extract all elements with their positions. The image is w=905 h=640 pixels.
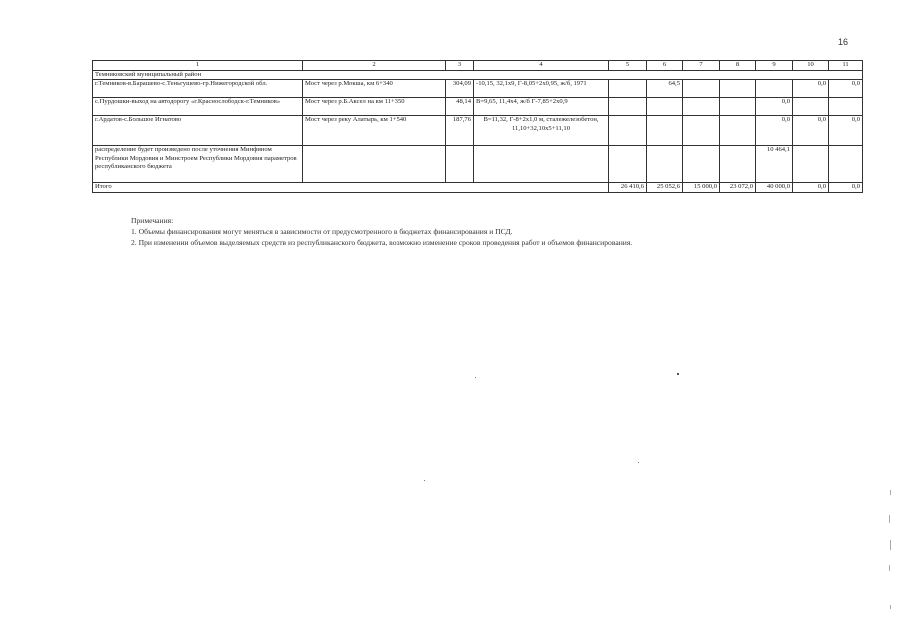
value-cell <box>647 116 683 146</box>
value-cell <box>647 98 683 116</box>
spec-cell: -10,15, 32,1х9, Г-8,05+2х0,95, ж/б, 1971 <box>474 80 609 98</box>
value-cell <box>683 98 720 116</box>
scan-speck <box>889 565 890 571</box>
length-cell <box>446 146 474 183</box>
column-number: 5 <box>609 61 647 71</box>
value-cell: 0,0 <box>756 98 793 116</box>
section-row <box>93 71 863 80</box>
value-cell <box>609 146 647 183</box>
value-cell: 0,0 <box>756 116 793 146</box>
column-number: 8 <box>720 61 756 71</box>
value-cell <box>793 98 829 116</box>
value-cell <box>720 98 756 116</box>
value-cell <box>720 116 756 146</box>
location-cell: с.Пурдошки-выход на автодорогу «г.Краснослободск-г.Темников» <box>93 98 303 116</box>
value-cell <box>829 146 863 183</box>
total-cell: 23 072,0 <box>720 183 756 192</box>
table-row <box>93 80 863 98</box>
value-cell <box>609 98 647 116</box>
column-number: 2 <box>303 61 446 71</box>
table-row <box>93 116 863 146</box>
total-cell: 25 052,6 <box>647 183 683 192</box>
value-cell: 0,0 <box>793 116 829 146</box>
column-number: 7 <box>683 61 720 71</box>
value-cell: 0,0 <box>829 116 863 146</box>
value-cell: 0,0 <box>793 80 829 98</box>
value-cell <box>647 146 683 183</box>
column-number: 1 <box>93 61 303 71</box>
total-cell: 15 000,0 <box>683 183 720 192</box>
length-cell: 187,76 <box>446 116 474 146</box>
value-cell <box>720 146 756 183</box>
notes-title: Примечания: <box>131 216 174 225</box>
notes-block <box>131 215 632 248</box>
column-number: 6 <box>647 61 683 71</box>
column-number: 3 <box>446 61 474 71</box>
section-title: Темниковский муниципальный район <box>93 71 863 80</box>
scan-speck <box>424 480 425 481</box>
scan-speck <box>890 540 891 550</box>
value-cell <box>793 146 829 183</box>
length-cell: 48,14 <box>446 98 474 116</box>
value-cell <box>683 80 720 98</box>
value-cell <box>720 80 756 98</box>
object-cell: Мост через р.Б.Аксел на км 11+350 <box>303 98 446 116</box>
note-item: 2. При изменении объемов выделяемых средств из республиканского бюджета, возможно изменение сроков проведения работ и объемов финансирования. <box>131 238 633 247</box>
column-number: 9 <box>756 61 793 71</box>
location-cell: г.Ардатов-с.Большое Игнатово <box>93 116 303 146</box>
page-number: 16 <box>838 37 849 47</box>
value-cell <box>683 146 720 183</box>
length-cell: 304,09 <box>446 80 474 98</box>
column-number: 10 <box>793 61 829 71</box>
spec-cell <box>474 146 609 183</box>
financing-table <box>92 60 863 193</box>
value-cell <box>756 80 793 98</box>
note-item: 1. Объемы финансирования могут меняться в зависимости от предусмотренного в бюджетах финансирования и ПСД. <box>131 227 513 236</box>
object-cell: Мост через реку Алатырь, км 1+540 <box>303 116 446 146</box>
scan-speck <box>889 515 890 523</box>
scan-speck <box>890 605 891 609</box>
scan-speck <box>475 377 476 378</box>
table-row <box>93 98 863 116</box>
column-number: 11 <box>829 61 863 71</box>
table-row <box>93 146 863 183</box>
spec-cell: В=9,65, 11,4х4, ж/б Г-7,85+2х0,9 <box>474 98 609 116</box>
value-cell: 10 464,1 <box>756 146 793 183</box>
value-cell <box>829 98 863 116</box>
location-cell: г.Темников-в.Барашево-с.Теньгушево-гр.Нижегородской обл. <box>93 80 303 98</box>
column-number-row <box>93 61 863 71</box>
scan-speck <box>677 373 679 375</box>
total-label: Итого <box>93 183 609 192</box>
value-cell: 0,0 <box>829 80 863 98</box>
value-cell <box>609 80 647 98</box>
object-cell <box>303 146 446 183</box>
total-cell: 40 000,0 <box>756 183 793 192</box>
scan-speck <box>638 462 639 463</box>
total-cell: 0,0 <box>829 183 863 192</box>
value-cell: 64,5 <box>647 80 683 98</box>
scan-speck <box>890 490 891 495</box>
total-row <box>93 183 863 192</box>
total-cell: 0,0 <box>793 183 829 192</box>
value-cell <box>609 116 647 146</box>
column-number: 4 <box>474 61 609 71</box>
object-cell: Мост через р.Мокша, км 6+340 <box>303 80 446 98</box>
location-cell: распределение будет произведено после уточнения Минфином Республики Мордовия и Минстроем Республики Мордовия параметров республиканского бюджета <box>93 146 303 183</box>
value-cell <box>683 116 720 146</box>
total-cell: 26 410,6 <box>609 183 647 192</box>
spec-cell: В=11,32, Г-8+2х1,0 м, сталежелезобетон, 11,10+32,10х5+11,10 <box>474 116 609 146</box>
